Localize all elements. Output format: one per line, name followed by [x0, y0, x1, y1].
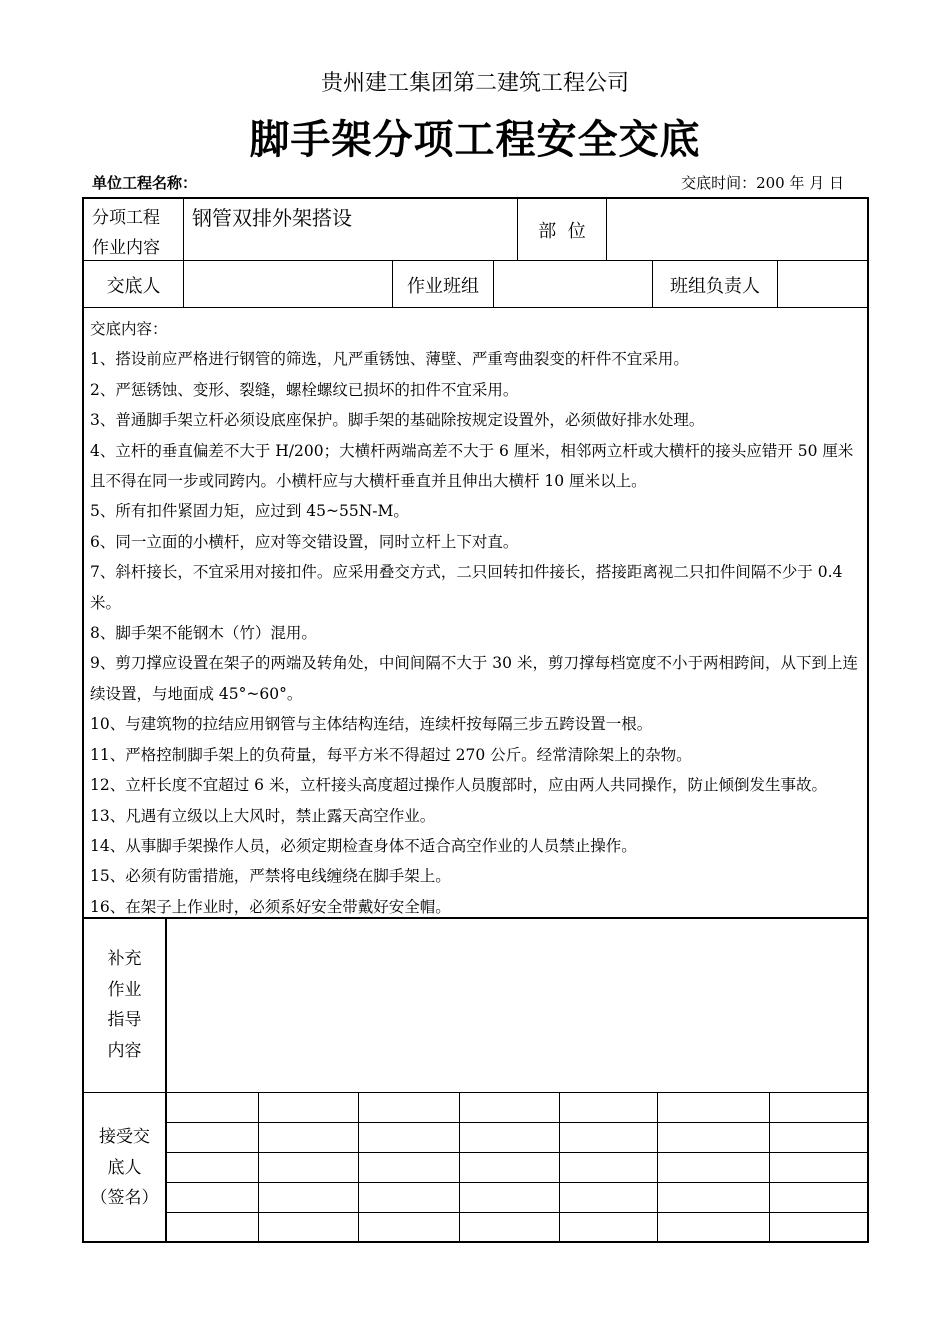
row-divider [82, 260, 869, 261]
signature-col-divider [657, 1092, 658, 1242]
location-label: 部 位 [538, 221, 586, 242]
document-title: 脚手架分项工程安全交底 [249, 117, 701, 163]
presenter-label: 交底人 [106, 276, 161, 297]
leader-label: 班组负责人 [670, 276, 760, 297]
content-item: 8、脚手架不能钢木（竹）混用。 [90, 624, 317, 643]
row-divider [82, 1092, 869, 1093]
signature-col-divider [769, 1092, 770, 1242]
item-value: 钢管双排外架搭设 [192, 206, 352, 230]
content-heading: 交底内容： [90, 320, 168, 338]
signature-col-divider [258, 1092, 259, 1242]
supplement-label-line: 指导 [107, 1010, 142, 1030]
content-item: 1、搭设前应严格进行钢管的筛选，凡严重锈蚀、薄壁、严重弯曲裂变的杆件不宜采用。 [90, 350, 689, 369]
supplement-label-line: 作业 [107, 979, 142, 1000]
signature-row-divider [166, 1152, 868, 1153]
content-item: 14、从事脚手架操作人员，必须定期检查身体不适合高空作业的人员禁止操作。 [90, 836, 637, 855]
supplement-label [84, 944, 165, 1066]
signature-label-line: 底人 [107, 1157, 142, 1178]
col-divider [606, 197, 607, 261]
content-item: 3、普通脚手架立杆必须设底座保护。脚手架的基础除按规定设置外，必须做好排水处理。 [90, 411, 705, 430]
col-divider [183, 260, 184, 308]
item-label-line1: 分项工程 [92, 208, 160, 228]
content-item: 15、必须有防雷措施，严禁将电线缠绕在脚手架上。 [90, 867, 451, 886]
supplement-label-line: 补充 [107, 949, 142, 969]
content-item: 2、严惩锈蚀、变形、裂缝，螺栓螺纹已损坏的扣件不宜采用。 [90, 380, 519, 399]
content-item: 6、同一立面的小横杆，应对等交错设置，同时立杆上下对直。 [90, 532, 519, 551]
signature-col-divider [559, 1092, 560, 1242]
supplement-label-line: 内容 [107, 1040, 142, 1061]
content-item: 12、立杆长度不宜超过 6 米，立杆接头高度超过操作人员腹部时，应由两人共同操作，防止倾倒发生事故。 [90, 776, 827, 795]
signature-col-divider [459, 1092, 460, 1242]
signature-label [84, 1122, 165, 1214]
company-name: 贵州建工集团第二建筑工程公司 [320, 71, 629, 96]
col-divider [777, 260, 778, 308]
team-label: 作业班组 [407, 276, 479, 297]
content-item: 16、在架子上作业时，必须系好安全带戴好安全帽。 [90, 897, 451, 916]
signature-row-divider [166, 1122, 868, 1123]
content-item: 4、立杆的垂直偏差不大于 H/200；大横杆两端高差不大于 6 厘米，相邻两立杆或大横杆的接头应错开 50 厘米且不得在同一步或同跨内。小横杆应与大横杆垂直并且伸出大横杆 10 厘米以上。 [90, 441, 854, 491]
safety-content [90, 314, 862, 922]
supplement-area[interactable] [168, 920, 866, 1090]
signature-col-divider [358, 1092, 359, 1242]
col-divider [183, 197, 184, 261]
date-label: 交底时间：200 年 月 日 [681, 174, 844, 192]
signature-row-divider [166, 1182, 868, 1183]
item-label-line2: 作业内容 [92, 238, 160, 258]
content-item: 11、严格控制脚手架上的负荷量，每平方米不得超过 270 公斤。经常清除架上的杂物。 [90, 745, 692, 764]
col-divider [493, 260, 494, 308]
content-item: 7、斜杆接长，不宜采用对接扣件。应采用叠交方式，二只回转扣件接长，搭接距离视二只扣件间隔不少于 0.4 米。 [90, 563, 843, 612]
signature-label-line: （签名） [90, 1188, 159, 1208]
content-item: 5、所有扣件紧固力矩，应过到 45~55N-M。 [90, 502, 409, 521]
col-divider [165, 917, 167, 1243]
content-item: 9、剪刀撑应设置在架子的两端及转角处，中间间隔不大于 30 米，剪刀撑每档宽度不小于两相跨间，从下到上连续设置，与地面成 45°~60°。 [90, 654, 858, 703]
signature-label-line: 接受交 [99, 1127, 150, 1147]
content-item: 10、与建筑物的拉结应用钢管与主体结构连结，连续杆按每隔三步五跨设置一根。 [90, 715, 653, 734]
content-item: 13、凡遇有立级以上大风时，禁止露天高空作业。 [90, 806, 436, 825]
row-divider [82, 307, 869, 308]
unit-name-label: 单位工程名称： [92, 174, 198, 192]
signature-row-divider [166, 1212, 868, 1213]
